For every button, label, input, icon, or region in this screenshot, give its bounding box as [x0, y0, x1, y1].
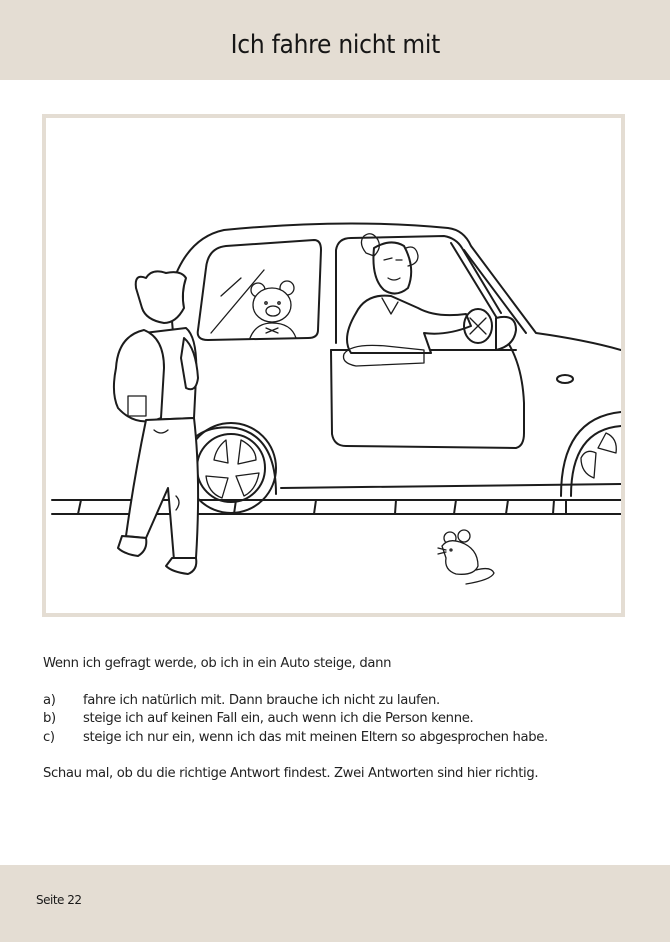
hint-text: Schau mal, ob du die richtige Antwort findest. Zwei Antworten sind hier richtig. [43, 766, 539, 781]
older-man-driver [344, 234, 493, 366]
option-text: fahre ich natürlich mit. Dann brauche ich nicht zu laufen. [83, 692, 440, 708]
page-title: Ich fahre nicht mit [230, 30, 440, 60]
option-text: steige ich nur ein, wenn ich das mit meinen Eltern so abgesprochen habe. [83, 729, 548, 745]
answer-options [43, 692, 643, 748]
option-text: steige ich auf keinen Fall ein, auch wenn ich die Person kenne. [83, 711, 474, 726]
answer-option-b [43, 710, 643, 729]
page-number: Seite 22 [36, 893, 82, 907]
answer-option-c [43, 729, 643, 748]
option-letter: b) [43, 711, 56, 726]
question-intro: Wenn ich gefragt werde, ob ich in ein Auto steige, dann [43, 656, 392, 671]
option-letter: c) [43, 729, 55, 745]
illustration [46, 118, 621, 613]
boy-with-backpack [114, 271, 198, 574]
answer-option-a [43, 692, 643, 711]
illustration-frame [42, 114, 625, 617]
page-footer [0, 865, 670, 942]
mouse [438, 530, 494, 584]
page-header [0, 0, 670, 80]
question-block [43, 655, 643, 784]
option-letter: a) [43, 692, 56, 708]
